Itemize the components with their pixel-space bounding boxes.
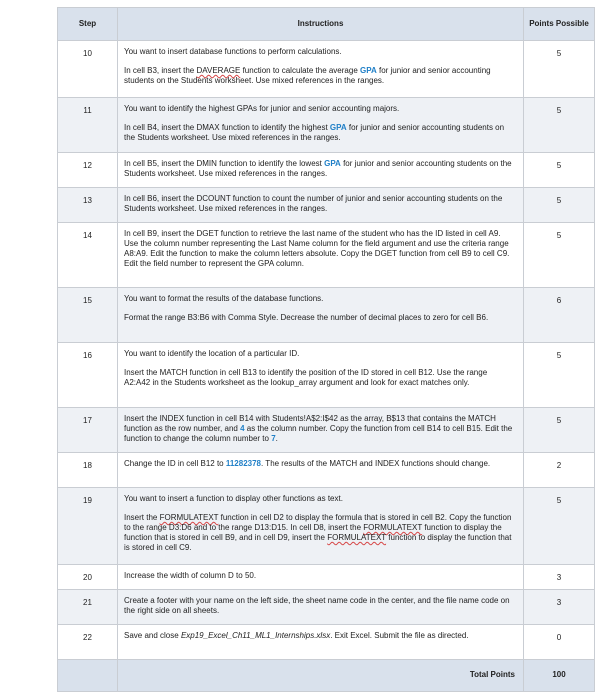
instruction-cell [118,98,524,153]
instruction-text: You want to format the results of the database functions. [124,294,324,303]
points-value: 2 [524,453,595,488]
header-instructions: Instructions [118,8,524,41]
instruction-text: Format the range B3:B6 with Comma Style. Decrease the number of decimal places to zero for cell B6. [124,313,489,322]
table-row [58,41,595,98]
step-number: 13 [58,188,118,223]
step-number: 17 [58,408,118,453]
points-value: 5 [524,153,595,188]
points-value: 3 [524,590,595,625]
total-label: Total Points [118,660,524,692]
instruction-cell [118,343,524,408]
table-row [58,488,595,565]
points-value: 3 [524,565,595,590]
table-row [58,288,595,343]
table-row [58,625,595,660]
table-row [58,565,595,590]
instruction-text: In cell B9, insert the DGET function to retrieve the last name of the student who has the ID listed in cell A9. Use the column number representing the Last Name column for the field argument and use the criteria range A8:A9. Edit the function to make the column letters absolute. Copy the DGET function from cell B9 to cell C9. Edit the field number to represent the GPA column. [124,229,510,268]
step-number: 11 [58,98,118,153]
points-value: 5 [524,98,595,153]
step-number: 21 [58,590,118,625]
instruction-cell [118,288,524,343]
instructions-table [57,7,595,692]
instruction-cell [118,625,524,660]
table-row [58,188,595,223]
points-value: 0 [524,625,595,660]
table-row [58,453,595,488]
step-number: 19 [58,488,118,565]
total-spacer [58,660,118,692]
instruction-cell [118,453,524,488]
instruction-cell [118,41,524,98]
points-value: 5 [524,488,595,565]
step-number: 16 [58,343,118,408]
points-value: 5 [524,408,595,453]
instruction-cell [118,153,524,188]
step-number: 15 [58,288,118,343]
points-value: 5 [524,223,595,288]
instruction-cell [118,565,524,590]
step-number: 10 [58,41,118,98]
instruction-text: You want to insert database functions to perform calculations. [124,47,342,56]
instruction-text: Create a footer with your name on the left side, the sheet name code in the center, and the file name code on the right side on all sheets. [124,596,510,615]
instruction-cell [118,488,524,565]
instruction-text: Change the ID in cell B12 to 11282378. The results of the MATCH and INDEX functions should change. [124,459,491,468]
table-row [58,408,595,453]
total-row [58,660,595,692]
table-row [58,223,595,288]
instruction-text: Insert the FORMULATEXT function in cell D2 to display the formula that is stored in cell B2. Copy the function to the range D3:D6 and to the range D13:D15. In cell D8, insert the FORMULATEXT function to display the function that is stored in cell B9, and in cell D9, insert the FORMULATEXT function to display the function that is stored in cell C9. [124,513,512,552]
instruction-text: Insert the MATCH function in cell B13 to identify the position of the ID stored in cell B12. Use the range A2:A42 in the Students worksheet as the lookup_array argument and look for exact matches only. [124,368,488,387]
step-number: 12 [58,153,118,188]
header-step: Step [58,8,118,41]
instructions-document [57,7,595,692]
step-number: 20 [58,565,118,590]
points-value: 5 [524,41,595,98]
instruction-cell [118,408,524,453]
instruction-text: In cell B6, insert the DCOUNT function to count the number of junior and senior accounting students on the Students worksheet. Use mixed references in the ranges. [124,194,503,213]
instruction-cell [118,590,524,625]
instruction-text: In cell B5, insert the DMIN function to identify the lowest GPA for junior and senior accounting students on the Students worksheet. Use mixed references in the ranges. [124,159,512,178]
table-row [58,590,595,625]
table-row [58,98,595,153]
step-number: 14 [58,223,118,288]
instruction-text: In cell B4, insert the DMAX function to identify the highest GPA for junior and senior accounting students on the Students worksheet. Use mixed references in the ranges. [124,123,505,142]
table-header-row [58,8,595,41]
step-number: 22 [58,625,118,660]
instruction-text: You want to identify the location of a particular ID. [124,349,300,358]
points-value: 6 [524,288,595,343]
step-number: 18 [58,453,118,488]
table-row [58,343,595,408]
instruction-cell [118,188,524,223]
total-value: 100 [524,660,595,692]
instruction-text: Increase the width of column D to 50. [124,571,257,580]
points-value: 5 [524,343,595,408]
table-row [58,153,595,188]
instruction-text: Insert the INDEX function in cell B14 with Students!A$2:I$42 as the array, B$13 that contains the MATCH function as the row number, and 4 as the column number. Copy the function from cell B14 to cell B15. Edit the function to change the column number to 7. [124,414,513,443]
instruction-cell [118,223,524,288]
points-value: 5 [524,188,595,223]
header-points: Points Possible [524,8,595,41]
instruction-text: You want to insert a function to display other functions as text. [124,494,343,503]
instruction-text: You want to identify the highest GPAs for junior and senior accounting majors. [124,104,400,113]
instruction-text: Save and close Exp19_Excel_Ch11_ML1_Internships.xlsx. Exit Excel. Submit the file as directed. [124,631,469,640]
instruction-text: In cell B3, insert the DAVERAGE function to calculate the average GPA for junior and senior accounting students on the Students worksheet. Use mixed references in the ranges. [124,66,491,85]
